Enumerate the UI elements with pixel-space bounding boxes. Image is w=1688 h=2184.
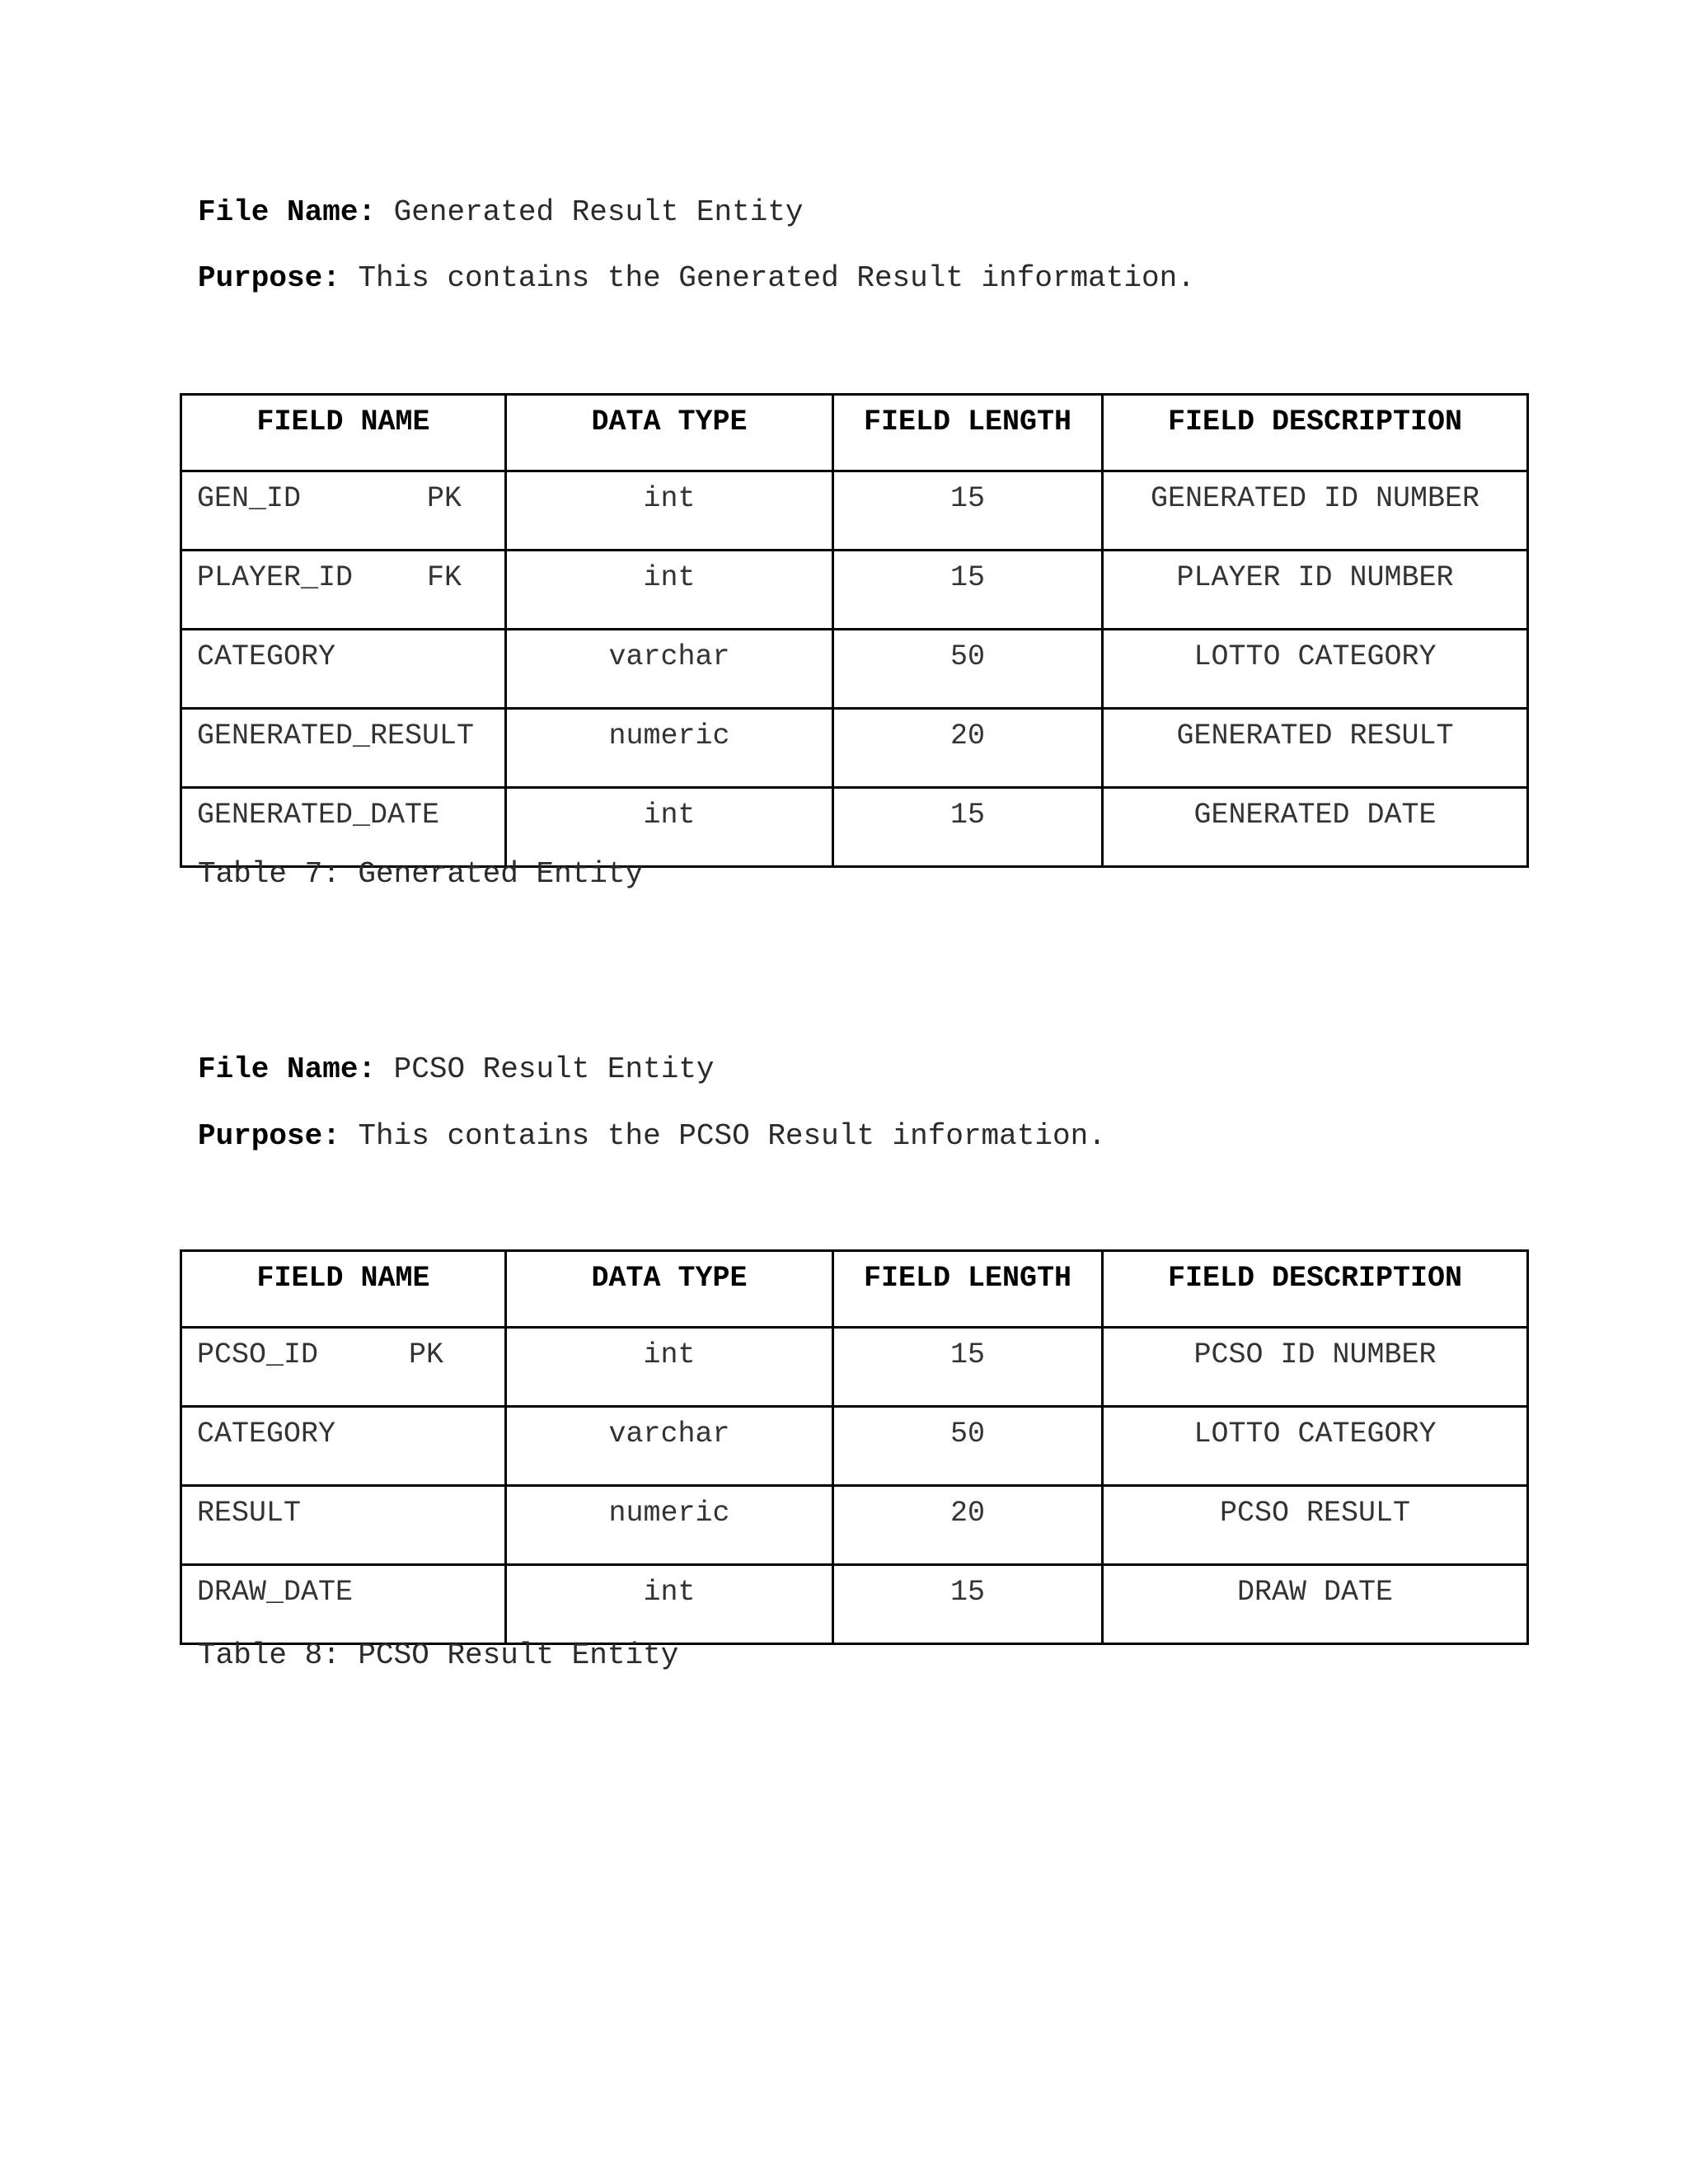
data-type-cell: varchar (506, 1407, 833, 1486)
purpose-label: Purpose: (198, 261, 340, 295)
field-description-cell: LOTTO CATEGORY (1103, 1407, 1528, 1486)
table-row (181, 1486, 1528, 1565)
key-badge: PK (427, 482, 462, 515)
field-name-cell (181, 1486, 506, 1565)
field-length-cell: 15 (833, 1565, 1103, 1644)
field-name-cell (181, 1328, 506, 1407)
table-row (181, 788, 1528, 867)
header-field-name: FIELD NAME (181, 1251, 506, 1328)
field-name-cell (181, 551, 506, 630)
data-type-cell: int (506, 788, 833, 867)
data-type-cell: int (506, 471, 833, 551)
table-header-row (181, 1251, 1528, 1328)
purpose-line (198, 261, 1195, 295)
table-caption: Table 7: Generated Entity (198, 857, 644, 891)
field-length-cell: 15 (833, 1328, 1103, 1407)
data-type-cell: int (506, 551, 833, 630)
field-name-cell (181, 1407, 506, 1486)
entity-table (180, 1249, 1529, 1645)
field-description-cell: GENERATED ID NUMBER (1103, 471, 1528, 551)
header-field-name: FIELD NAME (181, 395, 506, 471)
field-name-cell (181, 788, 506, 867)
field-length-cell: 20 (833, 1486, 1103, 1565)
header-field-description: FIELD DESCRIPTION (1103, 395, 1528, 471)
field-description-cell: PCSO ID NUMBER (1103, 1328, 1528, 1407)
field-name-cell (181, 630, 506, 709)
field-name: GENERATED_DATE (197, 799, 440, 832)
file-name-line (198, 1052, 715, 1086)
field-description-cell: DRAW DATE (1103, 1565, 1528, 1644)
purpose-value: This contains the PCSO Result information. (358, 1119, 1106, 1153)
field-name: CATEGORY (197, 1418, 336, 1451)
table-row (181, 709, 1528, 788)
purpose-label: Purpose: (198, 1119, 340, 1153)
field-name: GEN_ID (197, 482, 302, 515)
header-field-description: FIELD DESCRIPTION (1103, 1251, 1528, 1328)
key-badge: FK (427, 561, 462, 594)
field-name: RESULT (197, 1497, 302, 1530)
header-field-length: FIELD LENGTH (833, 395, 1103, 471)
file-name-label: File Name: (198, 195, 377, 229)
table-caption: Table 8: PCSO Result Entity (198, 1638, 679, 1672)
file-name-value: PCSO Result Entity (393, 1052, 715, 1086)
field-name: GENERATED_RESULT (197, 719, 475, 752)
field-description-cell: PCSO RESULT (1103, 1486, 1528, 1565)
field-name: PCSO_ID (197, 1338, 319, 1371)
data-type-cell: varchar (506, 630, 833, 709)
data-type-cell: numeric (506, 1486, 833, 1565)
field-length-cell: 15 (833, 788, 1103, 867)
field-description-cell: GENERATED DATE (1103, 788, 1528, 867)
table-row (181, 1407, 1528, 1486)
table-row (181, 471, 1528, 551)
field-name: CATEGORY (197, 640, 336, 673)
header-field-length: FIELD LENGTH (833, 1251, 1103, 1328)
field-length-cell: 50 (833, 630, 1103, 709)
field-description-cell: GENERATED RESULT (1103, 709, 1528, 788)
field-length-cell: 15 (833, 471, 1103, 551)
header-data-type: DATA TYPE (506, 395, 833, 471)
purpose-line (198, 1119, 1106, 1153)
entity-table (180, 393, 1529, 868)
field-name-cell (181, 1565, 506, 1644)
field-length-cell: 50 (833, 1407, 1103, 1486)
purpose-value: This contains the Generated Result information. (358, 261, 1195, 295)
key-badge: PK (409, 1338, 444, 1371)
table-row (181, 1565, 1528, 1644)
field-length-cell: 20 (833, 709, 1103, 788)
field-name: PLAYER_ID (197, 561, 354, 594)
table-row (181, 630, 1528, 709)
field-name-cell (181, 709, 506, 788)
data-type-cell: int (506, 1565, 833, 1644)
field-description-cell: PLAYER ID NUMBER (1103, 551, 1528, 630)
field-name-cell (181, 471, 506, 551)
file-name-line (198, 195, 804, 229)
data-type-cell: int (506, 1328, 833, 1407)
field-description-cell: LOTTO CATEGORY (1103, 630, 1528, 709)
table-row (181, 551, 1528, 630)
data-type-cell: numeric (506, 709, 833, 788)
table-row (181, 1328, 1528, 1407)
header-data-type: DATA TYPE (506, 1251, 833, 1328)
field-name: DRAW_DATE (197, 1576, 354, 1609)
field-length-cell: 15 (833, 551, 1103, 630)
file-name-value: Generated Result Entity (393, 195, 804, 229)
file-name-label: File Name: (198, 1052, 377, 1086)
table-header-row (181, 395, 1528, 471)
